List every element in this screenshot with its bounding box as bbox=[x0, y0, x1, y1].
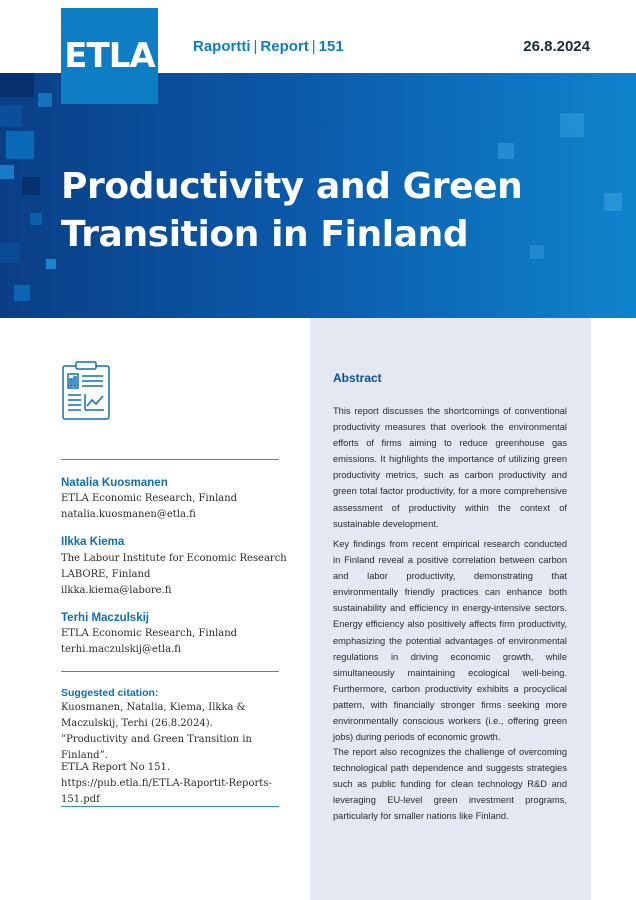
report-date: 26.8.2024 bbox=[523, 38, 590, 55]
series-raportti: Raportti bbox=[193, 38, 251, 55]
etla-logo bbox=[61, 8, 158, 104]
author-email: ilkka.kiema@labore.fi bbox=[61, 585, 172, 596]
author-name: Terhi Maczulskij bbox=[61, 612, 149, 624]
abstract-paragraph: This report discusses the shortcomings of conventional productivity measures that overlook the environmental efforts of firms aiming to reduce greenhouse gas emissions. It highlights the importance of utilizing green productivity metrics, such as carbon productivity and green total factor productivity, for a more comprehensive assessment of productivity within the context of sustainable development. bbox=[333, 406, 567, 529]
hero-decor-square bbox=[498, 143, 514, 159]
hero-decor-square bbox=[30, 213, 42, 225]
series-report: Report bbox=[260, 38, 309, 55]
author-affiliation: ETLA Economic Research, Finland bbox=[61, 628, 238, 639]
hero-decor-square bbox=[0, 243, 20, 263]
divider bbox=[61, 671, 279, 672]
hero-decor-square bbox=[6, 131, 34, 159]
logo-text: ETLA bbox=[64, 36, 155, 76]
divider bbox=[61, 459, 279, 460]
author-affiliation: ETLA Economic Research, Finland bbox=[61, 493, 238, 504]
citation-report: ETLA Report No 151. bbox=[61, 762, 171, 773]
author-name: Ilkka Kiema bbox=[61, 536, 125, 548]
hero-decor-square bbox=[38, 93, 52, 107]
hero-decor-square bbox=[0, 73, 34, 97]
divider bbox=[61, 806, 279, 807]
hero-decor-square bbox=[22, 177, 40, 195]
hero-decor-square bbox=[0, 105, 22, 127]
hero-decor-square bbox=[604, 193, 622, 211]
citation-url[interactable]: https://pub.etla.fi/ETLA-Raportit-Reports-151.pdf bbox=[61, 778, 272, 805]
author-email: natalia.kuosmanen@etla.fi bbox=[61, 509, 196, 520]
hero-decor-square bbox=[560, 113, 584, 137]
abstract-paragraph: Key findings from recent empirical research conducted in Finland reveal a positive correlation between carbon and labor productivity, demonstrating that environmentally friendly practices can enhance both sustainability and efficiency in energy-intensive sectors. Energy efficiency also positively affects firm productivity, emphasizing the potential advantages of environmental regulations in driving economic growth, while simultaneously maintaining ecological well-being. Furthermore, carbon productivity exhibits a procyclical pattern, with financially stronger firms seeking more environmentally conscious workers (i.e., offering green jobs) during periods of economic growth. bbox=[333, 539, 567, 743]
hero-decor-square bbox=[0, 165, 14, 179]
hero-decor-square bbox=[14, 285, 30, 301]
author-affiliation: LABORE, Finland bbox=[61, 569, 151, 580]
author-email: terhi.maczulskij@etla.fi bbox=[61, 644, 181, 655]
author-name: Natalia Kuosmanen bbox=[61, 477, 168, 489]
abstract-paragraph: The report also recognizes the challenge of overcoming technological path dependence and suggests strategies such as public funding for clean technology R&D and leveraging EU-level green investment programs, particularly for smaller nations like Finland. bbox=[333, 747, 567, 822]
report-title: Productivity and Green Transition in Finland bbox=[61, 166, 523, 255]
author-affiliation: The Labour Institute for Economic Research bbox=[61, 553, 287, 564]
report-charts-icon bbox=[61, 361, 111, 421]
series-number: 151 bbox=[318, 38, 344, 55]
citation-text: Kuosmanen, Natalia, Kiema, Ilkka & Maczulskij, Terhi (26.8.2024). ”Productivity and Green Transition in Finland”. bbox=[61, 702, 252, 761]
report-series: Raportti | Report | 151 bbox=[193, 38, 344, 55]
abstract-heading: Abstract bbox=[333, 371, 382, 385]
citation-heading: Suggested citation: bbox=[61, 687, 159, 699]
hero-decor-square bbox=[46, 259, 56, 269]
